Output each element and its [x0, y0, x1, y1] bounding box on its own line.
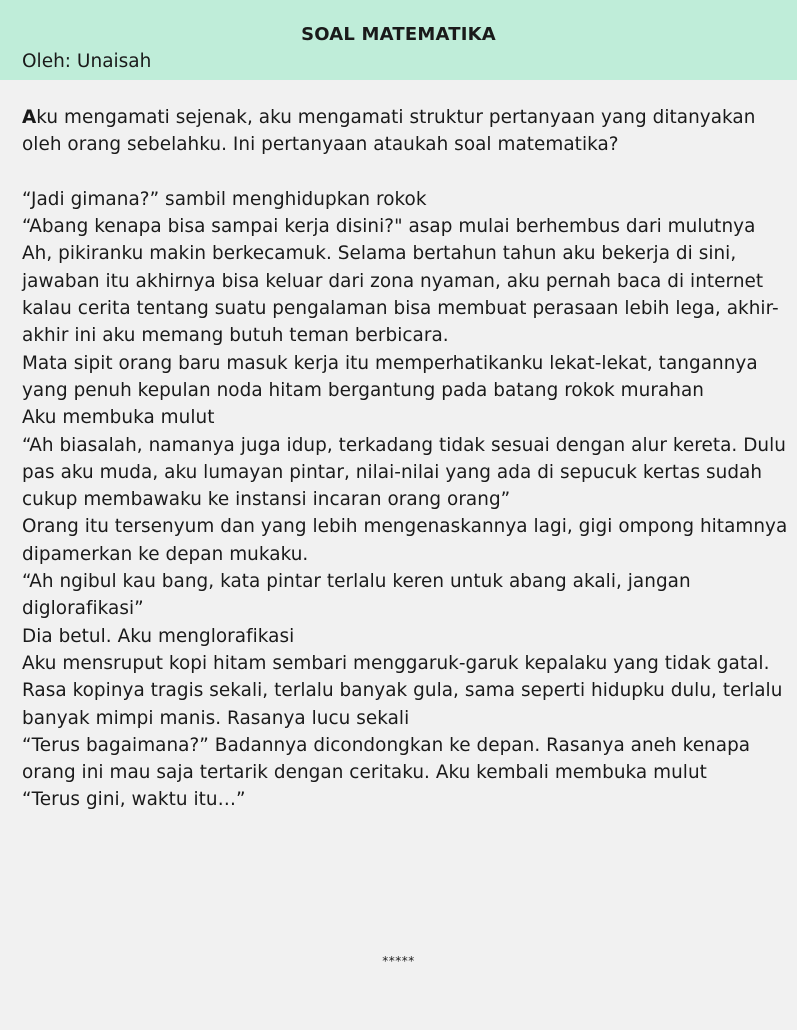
story-paragraph: “Abang kenapa bisa sampai kerja disini?" asap mulai berhembus dari mulutnya [22, 216, 756, 238]
page-title: SOAL MATEMATIKA [301, 24, 496, 45]
story-paragraph: “Ah ngibul kau bang, kata pintar terlalu keren untuk abang akali, jangan diglorafikasi” [22, 571, 691, 620]
drop-cap: A [22, 107, 37, 128]
story-paragraph: Orang itu tersenyum dan yang lebih mengenaskannya lagi, gigi ompong hitamnya dipamerkan ke depan mukaku. [22, 516, 788, 565]
story-paragraph: Mata sipit orang baru masuk kerja itu memperhatikanku lekat-lekat, tangannya yang penuh kepulan noda hitam bergantung pada batang rokok murahan [22, 352, 758, 401]
story-paragraph: “Jadi gimana?” sambil menghidupkan rokok [22, 188, 427, 210]
story-body [22, 104, 792, 814]
story-paragraph: “Ah biasalah, namanya juga idup, terkadang tidak sesuai dengan alur kereta. Dulu pas aku muda, aku lumayan pintar, nilai-nilai yang ada di sepucuk kertas sudah cukup membawaku ke instansi incaran orang orang” [22, 434, 786, 511]
story-paragraph: Aku mensruput kopi hitam sembari menggaruk-garuk kepalaku yang tidak gatal. Rasa kopinya tragis sekali, terlalu banyak gula, sama seperti hidupku dulu, terlalu banyak mimpi manis. Rasanya lucu sekali [22, 652, 783, 729]
story-paragraph: “Terus gini, waktu itu…” [22, 789, 246, 811]
story-paragraph: Aku membuka mulut [22, 407, 215, 429]
story-paragraph: Ah, pikiranku makin berkecamuk. Selama bertahun tahun aku bekerja di sini, jawaban itu akhirnya bisa keluar dari zona nyaman, aku pernah baca di internet kalau cerita tentang suatu pengalaman bisa membuat perasaan lebih lega, akhir-akhir ini aku memang butuh teman berbicara. [22, 243, 779, 347]
end-mark: ***** [382, 954, 415, 968]
story-paragraph: “Terus bagaimana?” Badannya dicondongkan ke depan. Rasanya aneh kenapa orang ini mau saja tertarik dengan ceritaku. Aku kembali membuka mulut [22, 734, 751, 784]
story-paragraph: Dia betul. Aku menglorafikasi [22, 625, 295, 647]
author-byline: Oleh: Unaisah [22, 51, 152, 72]
header-band [0, 0, 797, 80]
paragraph-text: ku mengamati sejenak, aku mengamati struktur pertanyaan yang ditanyakan oleh orang sebelahku. Ini pertanyaan ataukah soal matematika? [22, 107, 756, 156]
paragraph-spacer [22, 159, 792, 186]
story-paragraph [22, 104, 792, 159]
